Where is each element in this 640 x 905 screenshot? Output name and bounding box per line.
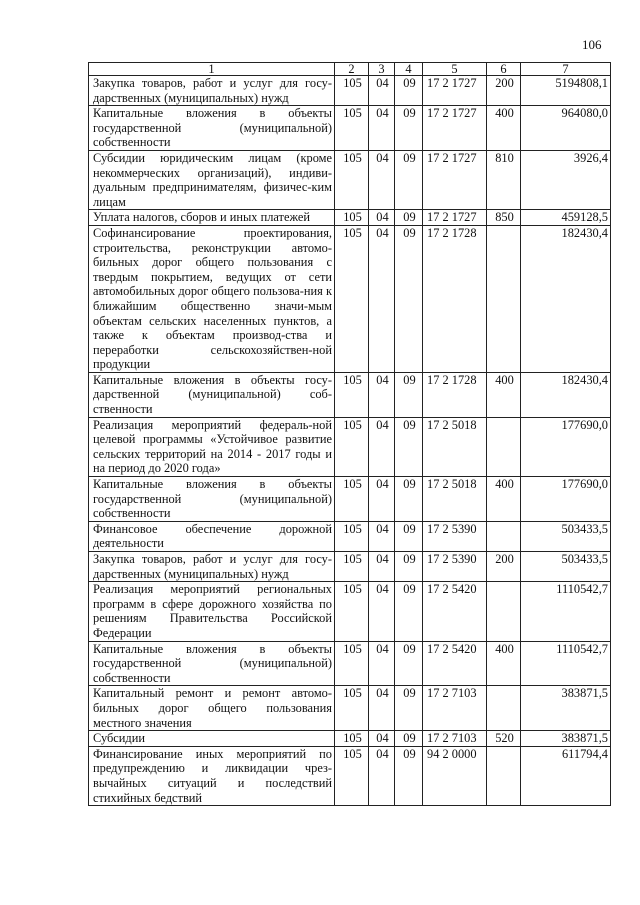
row-amount-cell: 383871,5 — [521, 686, 611, 731]
row-subsection-code-cell: 09 — [395, 210, 423, 226]
row-subsection-code-cell: 09 — [395, 150, 423, 209]
table-row — [89, 76, 611, 106]
row-amount-cell: 459128,5 — [521, 210, 611, 226]
header-cell-7: 7 — [521, 63, 611, 76]
row-target-article-cell: 17 2 5420 — [423, 582, 487, 641]
row-expense-type-cell: 400 — [487, 477, 521, 522]
row-name-cell: Закупка товаров, работ и услуг для госу-дарственных (муниципальных) нужд — [89, 552, 335, 582]
row-target-article-cell: 17 2 5390 — [423, 521, 487, 551]
row-target-article-cell: 17 2 1727 — [423, 210, 487, 226]
table-row — [89, 106, 611, 151]
row-target-article-cell: 17 2 5018 — [423, 477, 487, 522]
header-cell-2: 2 — [335, 63, 369, 76]
row-name-cell: Субсидии — [89, 731, 335, 747]
row-amount-cell: 1110542,7 — [521, 582, 611, 641]
row-section-code-cell: 04 — [369, 641, 395, 686]
row-target-article-cell: 17 2 1727 — [423, 150, 487, 209]
row-target-article-cell: 17 2 1727 — [423, 76, 487, 106]
row-ministry-code-cell: 105 — [335, 477, 369, 522]
row-name-cell: Закупка товаров, работ и услуг для госу-дарственных (муниципальных) нужд — [89, 76, 335, 106]
row-expense-type-cell: 400 — [487, 106, 521, 151]
row-ministry-code-cell: 105 — [335, 106, 369, 151]
row-ministry-code-cell: 105 — [335, 521, 369, 551]
row-section-code-cell: 04 — [369, 225, 395, 372]
table-row — [89, 225, 611, 372]
row-expense-type-cell — [487, 225, 521, 372]
row-target-article-cell: 17 2 5018 — [423, 417, 487, 476]
header-cell-5: 5 — [423, 63, 487, 76]
row-amount-cell: 1110542,7 — [521, 641, 611, 686]
row-section-code-cell: 04 — [369, 106, 395, 151]
row-name-cell: Капитальный ремонт и ремонт автомо-бильных дорог общего пользования местного значения — [89, 686, 335, 731]
row-subsection-code-cell: 09 — [395, 106, 423, 151]
row-name-cell: Уплата налогов, сборов и иных платежей — [89, 210, 335, 226]
row-section-code-cell: 04 — [369, 210, 395, 226]
row-section-code-cell: 04 — [369, 686, 395, 731]
row-expense-type-cell: 810 — [487, 150, 521, 209]
row-subsection-code-cell: 09 — [395, 76, 423, 106]
row-subsection-code-cell: 09 — [395, 582, 423, 641]
row-name-cell: Капитальные вложения в объекты государственной (муниципальной) собственности — [89, 641, 335, 686]
row-amount-cell: 182430,4 — [521, 225, 611, 372]
row-amount-cell: 177690,0 — [521, 477, 611, 522]
row-expense-type-cell — [487, 582, 521, 641]
row-target-article-cell: 17 2 5390 — [423, 552, 487, 582]
row-expense-type-cell: 200 — [487, 552, 521, 582]
row-expense-type-cell — [487, 417, 521, 476]
row-target-article-cell: 17 2 1728 — [423, 225, 487, 372]
row-name-cell: Капитальные вложения в объекты государственной (муниципальной) собственности — [89, 106, 335, 151]
row-section-code-cell: 04 — [369, 76, 395, 106]
row-target-article-cell: 17 2 1727 — [423, 106, 487, 151]
row-subsection-code-cell: 09 — [395, 552, 423, 582]
row-expense-type-cell: 400 — [487, 641, 521, 686]
row-target-article-cell: 17 2 1728 — [423, 372, 487, 417]
table-row — [89, 582, 611, 641]
table-row — [89, 521, 611, 551]
row-expense-type-cell: 520 — [487, 731, 521, 747]
table-row — [89, 210, 611, 226]
row-subsection-code-cell: 09 — [395, 372, 423, 417]
row-name-cell: Реализация мероприятий региональных программ в сфере дорожного хозяйства по решениям Правительства Российской Федерации — [89, 582, 335, 641]
row-subsection-code-cell: 09 — [395, 225, 423, 372]
row-target-article-cell: 17 2 5420 — [423, 641, 487, 686]
table-row — [89, 477, 611, 522]
row-target-article-cell: 94 2 0000 — [423, 746, 487, 805]
header-cell-1: 1 — [89, 63, 335, 76]
row-ministry-code-cell: 105 — [335, 552, 369, 582]
row-target-article-cell: 17 2 7103 — [423, 686, 487, 731]
table-row — [89, 417, 611, 476]
row-target-article-cell: 17 2 7103 — [423, 731, 487, 747]
row-subsection-code-cell: 09 — [395, 521, 423, 551]
table-row — [89, 552, 611, 582]
row-amount-cell: 182430,4 — [521, 372, 611, 417]
row-section-code-cell: 04 — [369, 521, 395, 551]
row-amount-cell: 503433,5 — [521, 552, 611, 582]
header-cell-4: 4 — [395, 63, 423, 76]
row-name-cell: Финансирование иных мероприятий по предупреждению и ликвидации чрез-вычайных ситуаций и последствий стихийных бедствий — [89, 746, 335, 805]
row-ministry-code-cell: 105 — [335, 417, 369, 476]
row-ministry-code-cell: 105 — [335, 746, 369, 805]
row-subsection-code-cell: 09 — [395, 686, 423, 731]
table-row — [89, 746, 611, 805]
row-ministry-code-cell: 105 — [335, 582, 369, 641]
row-section-code-cell: 04 — [369, 477, 395, 522]
row-expense-type-cell — [487, 686, 521, 731]
row-ministry-code-cell: 105 — [335, 686, 369, 731]
row-amount-cell: 964080,0 — [521, 106, 611, 151]
row-expense-type-cell — [487, 521, 521, 551]
header-row — [89, 63, 611, 76]
row-amount-cell: 5194808,1 — [521, 76, 611, 106]
row-ministry-code-cell: 105 — [335, 150, 369, 209]
row-expense-type-cell: 200 — [487, 76, 521, 106]
row-ministry-code-cell: 105 — [335, 372, 369, 417]
row-name-cell: Капитальные вложения в объекты государственной (муниципальной) собственности — [89, 477, 335, 522]
row-section-code-cell: 04 — [369, 582, 395, 641]
row-section-code-cell: 04 — [369, 746, 395, 805]
header-cell-6: 6 — [487, 63, 521, 76]
row-subsection-code-cell: 09 — [395, 641, 423, 686]
row-amount-cell: 3926,4 — [521, 150, 611, 209]
row-expense-type-cell: 850 — [487, 210, 521, 226]
row-ministry-code-cell: 105 — [335, 210, 369, 226]
row-section-code-cell: 04 — [369, 417, 395, 476]
table-row — [89, 731, 611, 747]
row-subsection-code-cell: 09 — [395, 477, 423, 522]
row-amount-cell: 383871,5 — [521, 731, 611, 747]
table-row — [89, 686, 611, 731]
row-amount-cell: 503433,5 — [521, 521, 611, 551]
row-name-cell: Субсидии юридическим лицам (кроме некоммерческих организаций), индиви-дуальным предпринимателям, физичес-ким лицам — [89, 150, 335, 209]
row-ministry-code-cell: 105 — [335, 731, 369, 747]
row-section-code-cell: 04 — [369, 731, 395, 747]
row-subsection-code-cell: 09 — [395, 417, 423, 476]
row-subsection-code-cell: 09 — [395, 746, 423, 805]
row-section-code-cell: 04 — [369, 150, 395, 209]
row-name-cell: Софинансирование проектирования, строительства, реконструкции автомо-бильных дорог общего пользования с твердым покрытием, ведущих от сети автомобильных дорог общего пользова-ния к ближайшим общественно значи-мым объектам сельских населенных пунктов, а также к объектам производ-ства и переработки сельскохозяйствен-ной продукции — [89, 225, 335, 372]
page-number: 106 — [582, 37, 602, 52]
row-name-cell: Финансовое обеспечение дорожной деятельности — [89, 521, 335, 551]
budget-table — [88, 62, 611, 806]
table-row — [89, 150, 611, 209]
table-row — [89, 641, 611, 686]
row-name-cell: Реализация мероприятий федераль-ной целевой программы «Устойчивое развитие сельских территорий на 2014 - 2017 годы и на период до 2020 года» — [89, 417, 335, 476]
row-amount-cell: 177690,0 — [521, 417, 611, 476]
row-section-code-cell: 04 — [369, 372, 395, 417]
row-expense-type-cell: 400 — [487, 372, 521, 417]
row-section-code-cell: 04 — [369, 552, 395, 582]
row-expense-type-cell — [487, 746, 521, 805]
row-ministry-code-cell: 105 — [335, 225, 369, 372]
row-subsection-code-cell: 09 — [395, 731, 423, 747]
table-row — [89, 372, 611, 417]
row-name-cell: Капитальные вложения в объекты госу-дарственной (муниципальной) соб-ственности — [89, 372, 335, 417]
row-ministry-code-cell: 105 — [335, 641, 369, 686]
header-cell-3: 3 — [369, 63, 395, 76]
row-ministry-code-cell: 105 — [335, 76, 369, 106]
row-amount-cell: 611794,4 — [521, 746, 611, 805]
